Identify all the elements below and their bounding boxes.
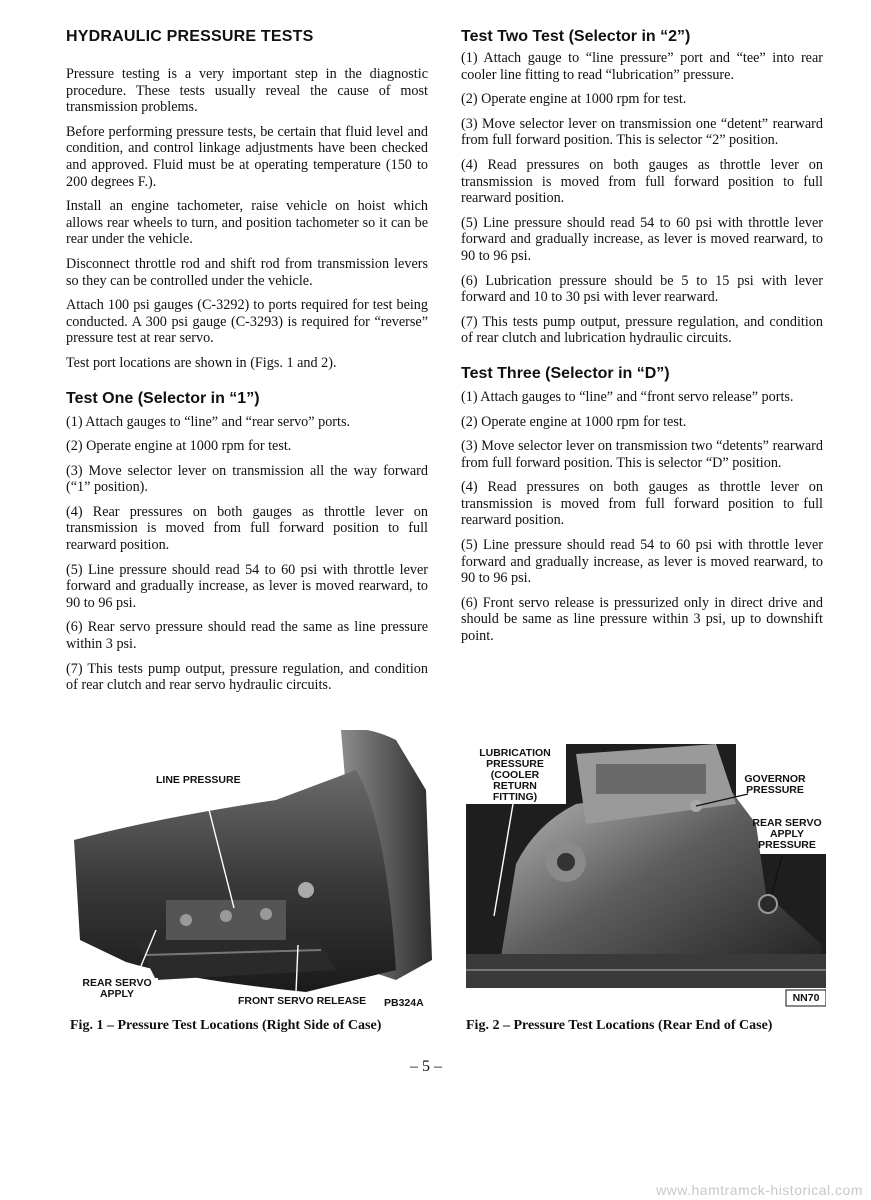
step: (3) Move selector lever on transmission two “detents” rearward from full forward position. This is selector “D” position. <box>461 438 823 471</box>
page-heading: HYDRAULIC PRESSURE TESTS <box>66 28 314 45</box>
step: (4) Rear pressures on both gauges as throttle lever on transmission is moved from full forward position to full rearward position. <box>66 503 428 554</box>
step: (7) This tests pump output, pressure regulation, and condition of rear clutch and rear servo hydraulic circuits. <box>66 660 428 694</box>
figure-2-photo <box>466 744 826 1008</box>
step: (1) Attach gauges to “line” and “rear servo” ports. <box>66 413 351 430</box>
figure-code: NN70 <box>792 992 820 1004</box>
figure-1-caption: Fig. 1 – Pressure Test Locations (Right Side of Case) <box>70 1018 382 1033</box>
page-number: – 5 – <box>410 1058 442 1075</box>
left-column <box>66 28 428 702</box>
step: (1) Attach gauges to “line” and “front servo release” ports. <box>461 388 794 405</box>
label-rear-servo-apply-pressure: REAR SERVO APPLY PRESSURE <box>752 817 822 851</box>
label-governor-pressure: GOVERNOR PRESSURE <box>744 773 806 796</box>
paragraph: Pressure testing is a very important step in the diagnostic procedure. These tests usually reveal the cause of most transmission problems. <box>66 66 428 116</box>
step: (6) Rear servo pressure should read the same as line pressure within 3 psi. <box>66 619 428 653</box>
test-three-heading: Test Three (Selector in “D”) <box>461 364 670 382</box>
step: (6) Lubrication pressure should be 5 to 15 psi with lever forward and 10 to 30 psi with lever rearward. <box>461 272 823 306</box>
step: (2) Operate engine at 1000 rpm for test. <box>461 413 687 430</box>
step: (5) Line pressure should read 54 to 60 psi with throttle lever forward and gradually increase, as lever is moved rearward, to 90 to 96 psi. <box>66 561 428 611</box>
watermark: www.hamtramck-historical.com <box>656 1182 863 1198</box>
label-front-servo-release: FRONT SERVO RELEASE <box>238 995 367 1007</box>
label-rear-servo-apply: REAR SERVO APPLY <box>76 978 158 1000</box>
step: (5) Line pressure should read 54 to 60 psi with throttle lever forward and gradually increase, as lever is moved rearward, to 90 to 96 psi. <box>461 214 823 264</box>
step: (2) Operate engine at 1000 rpm for test. <box>461 91 687 108</box>
step: (3) Move selector lever on transmission all the way forward (“1” position). <box>66 462 428 496</box>
figure-2-caption: Fig. 2 – Pressure Test Locations (Rear End of Case) <box>466 1018 773 1033</box>
paragraph: Test port locations are shown in (Figs. 1 and 2). <box>66 354 337 371</box>
figure-1-photo <box>66 730 432 1014</box>
step: (1) Attach gauge to “line pressure” port and “tee” into rear cooler line fitting to read “lubrication” pressure. <box>461 50 823 83</box>
label-line-pressure: LINE PRESSURE <box>156 774 241 786</box>
step: (3) Move selector lever on transmission one “detent” rearward from full forward position. This is selector “2” position. <box>461 115 823 149</box>
paragraph: Install an engine tachometer, raise vehicle on hoist which allows rear wheels to turn, and position tachometer so it can be rear under the vehicle. <box>66 198 428 248</box>
step: (4) Read pressures on both gauges as throttle lever on transmission is moved from full forward position to full rearward position. <box>461 156 823 207</box>
paragraph: Disconnect throttle rod and shift rod from transmission levers so they can be controlled under the vehicle. <box>66 255 428 289</box>
test-one-heading: Test One (Selector in “1”) <box>66 389 260 407</box>
step: (4) Read pressures on both gauges as throttle lever on transmission is moved from full forward position to full rearward position. <box>461 479 823 529</box>
step: (2) Operate engine at 1000 rpm for test. <box>66 438 292 455</box>
step: (6) Front servo release is pressurized only in direct drive and should be same as line pressure within 3 psi, up to downshift point. <box>461 594 823 645</box>
paragraph: Before performing pressure tests, be certain that fluid level and condition, and control linkage adjustments have been checked and approved. Fluid must be at operating temperature (150 to 200 degrees F.). <box>66 123 428 190</box>
label-lubrication-pressure: LUBRICATION PRESSURE (COOLER RETURN FITTING) <box>472 748 558 803</box>
paragraph: Attach 100 psi gauges (C-3292) to ports required for test being conducted. A 300 psi gauge (C-3293) is required for “reverse” pressure test at rear servo. <box>66 297 428 347</box>
step: (7) This tests pump output, pressure regulation, and condition of rear clutch and lubrication hydraulic circuits. <box>461 313 823 347</box>
test-two-heading: Test Two Test (Selector in “2”) <box>461 28 691 45</box>
figure-code: PB324A <box>384 997 424 1009</box>
right-column <box>461 28 823 653</box>
transmission-side-illustration <box>66 730 432 1014</box>
step: (5) Line pressure should read 54 to 60 psi with throttle lever forward and gradually increase, as lever is moved rearward, to 90 to 96 psi. <box>461 537 823 587</box>
